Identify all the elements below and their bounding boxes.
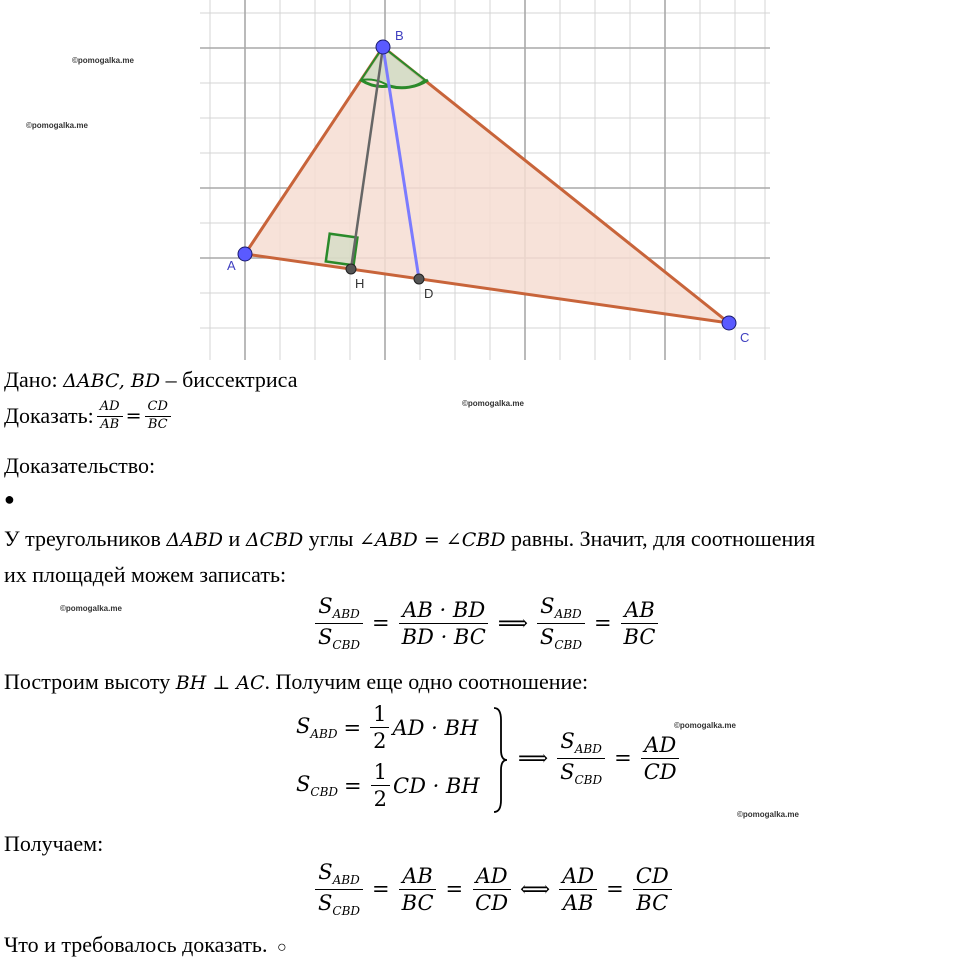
- subscript: CBD: [310, 785, 339, 800]
- s-symbol: S: [318, 594, 333, 618]
- system-row-2: [296, 760, 480, 811]
- fraction-denominator: CD: [475, 890, 509, 915]
- s-symbol: S: [540, 594, 555, 618]
- fraction-s-ratio: [315, 860, 363, 919]
- fraction-denominator: CD: [643, 759, 677, 784]
- fraction-s-ratio: [557, 729, 605, 788]
- given-line: [4, 367, 297, 394]
- fraction-s-ratio: [315, 594, 363, 653]
- given-math: ΔABC, BD: [63, 370, 161, 392]
- fraction-numerator: CD: [633, 864, 672, 890]
- fraction-one-half: [370, 702, 389, 753]
- fraction-products: [399, 598, 489, 649]
- equals-sign: =: [445, 877, 464, 902]
- prove-prefix: Доказать:: [4, 403, 94, 429]
- math-triangle-cbd: ΔCBD: [245, 529, 304, 551]
- equals-sign: =: [125, 405, 142, 428]
- equals-sign: =: [606, 877, 624, 902]
- fraction-numerator: CD: [145, 400, 171, 417]
- fraction-denominator: BC: [147, 416, 168, 432]
- point-d: [414, 274, 424, 284]
- subscript: ABD: [332, 607, 360, 622]
- subscript: ABD: [332, 873, 360, 888]
- subscript: CBD: [332, 638, 361, 653]
- fraction-numerator: AD: [97, 400, 123, 417]
- s-symbol: S: [318, 624, 333, 649]
- watermark: ©pomogalka.me: [462, 399, 524, 408]
- math-angles-equal: ∠ABD = ∠CBD: [358, 529, 506, 551]
- point-a: [238, 247, 252, 261]
- equals-sign: =: [372, 611, 390, 636]
- fraction-denominator: BC: [623, 624, 656, 649]
- s-symbol: S: [318, 890, 333, 915]
- fraction-denominator: BC: [401, 890, 434, 915]
- implies-arrow: ⟹: [518, 746, 549, 771]
- paragraph-1-line-1: [4, 526, 815, 553]
- equals-sign: =: [372, 877, 390, 902]
- product: AD · BH: [392, 715, 479, 740]
- fraction-cd-bc: [633, 864, 672, 915]
- implies-arrow: ⟹: [497, 611, 528, 636]
- s-symbol: S: [296, 772, 311, 797]
- subscript: ABD: [574, 742, 602, 757]
- subscript: CBD: [554, 638, 582, 653]
- paragraph-2: [4, 669, 588, 696]
- math-triangle-abd: ΔABD: [166, 529, 224, 551]
- watermark: ©pomogalka.me: [26, 121, 88, 130]
- paragraph-1-line-2: их площадей можем записать:: [4, 562, 287, 587]
- formula-3: [312, 860, 675, 919]
- fraction-numerator: AB: [621, 598, 658, 624]
- fraction-ad-cd: [472, 864, 511, 915]
- formula-2-system: [296, 702, 716, 820]
- prove-rhs-fraction: [145, 400, 171, 433]
- equals-sign: =: [593, 611, 612, 636]
- s-symbol: S: [560, 729, 575, 753]
- watermark: ©pomogalka.me: [737, 810, 799, 819]
- fraction-ab-bc: [399, 864, 437, 915]
- fraction-denominator: 2: [373, 729, 387, 754]
- fraction-denominator: 2: [373, 787, 387, 812]
- subscript: ABD: [310, 727, 338, 742]
- triangle-abc: [245, 47, 729, 323]
- bullet-point: ●: [4, 489, 15, 509]
- fraction-denominator: AB: [100, 416, 120, 432]
- fraction-numerator: AD: [559, 864, 597, 890]
- text: Построим высоту: [4, 669, 171, 694]
- subscript: CBD: [332, 904, 361, 919]
- product: CD · BH: [393, 773, 480, 798]
- s-symbol: S: [539, 624, 555, 649]
- text: . Получим еще одно соотношение:: [264, 669, 589, 694]
- point-b: [376, 40, 390, 54]
- end-mark-icon: ○: [276, 939, 287, 956]
- text: и: [228, 526, 241, 551]
- fraction-one-half: [371, 760, 390, 811]
- watermark: ©pomogalka.me: [674, 721, 736, 730]
- point-c: [722, 316, 736, 330]
- text: равны. Значит, для соотношения: [510, 526, 816, 551]
- fraction-s-ratio: [537, 594, 585, 653]
- fraction-denominator: BC: [636, 890, 669, 915]
- fraction-ab-bc: [621, 598, 659, 649]
- equals-sign: =: [344, 773, 362, 798]
- s-symbol: S: [560, 759, 575, 784]
- label-h: H: [355, 276, 365, 291]
- fraction-numerator: AB · BD: [399, 598, 488, 624]
- math-height: BH ⊥ AC: [175, 672, 265, 694]
- fraction-numerator: AB: [399, 864, 436, 890]
- equals-sign: =: [343, 715, 362, 740]
- point-h: [346, 264, 356, 274]
- formula-1: [312, 594, 661, 653]
- paragraph-3: Получаем:: [4, 831, 104, 856]
- conclusion: [4, 932, 287, 961]
- prove-lhs-fraction: [97, 400, 123, 433]
- system-result: [512, 729, 683, 788]
- text: углы: [308, 526, 354, 551]
- fraction-numerator: AD: [641, 733, 679, 759]
- label-d: D: [424, 286, 434, 301]
- fraction-ad-ab: [559, 864, 597, 915]
- prove-line: [4, 400, 174, 433]
- conclusion-text: Что и требовалось доказать.: [4, 932, 268, 957]
- watermark: ©pomogalka.me: [72, 56, 134, 65]
- fraction-numerator: AD: [473, 864, 511, 890]
- text: У треугольников: [4, 526, 161, 551]
- s-symbol: S: [318, 860, 333, 884]
- given-suffix: – биссектриса: [165, 367, 298, 392]
- geometry-figure: [200, 0, 770, 360]
- s-symbol: S: [296, 714, 311, 739]
- equals-sign: =: [614, 746, 632, 771]
- watermark: ©pomogalka.me: [60, 604, 122, 613]
- fraction-denominator: AB: [562, 890, 594, 915]
- subscript: ABD: [554, 607, 582, 622]
- fraction-numerator: 1: [371, 760, 390, 786]
- proof-title: Доказательство:: [4, 453, 156, 478]
- right-brace: [492, 706, 508, 814]
- label-b: B: [395, 28, 404, 43]
- fraction-denominator: BD · BC: [401, 624, 486, 649]
- fraction-numerator: 1: [370, 702, 389, 728]
- label-a: A: [227, 258, 236, 273]
- iff-arrow: ⟺: [520, 877, 551, 902]
- subscript: CBD: [574, 773, 603, 788]
- system-row-1: [296, 702, 478, 753]
- given-prefix: Дано:: [4, 367, 58, 392]
- label-c: C: [740, 330, 750, 345]
- fraction-ad-cd: [641, 733, 680, 784]
